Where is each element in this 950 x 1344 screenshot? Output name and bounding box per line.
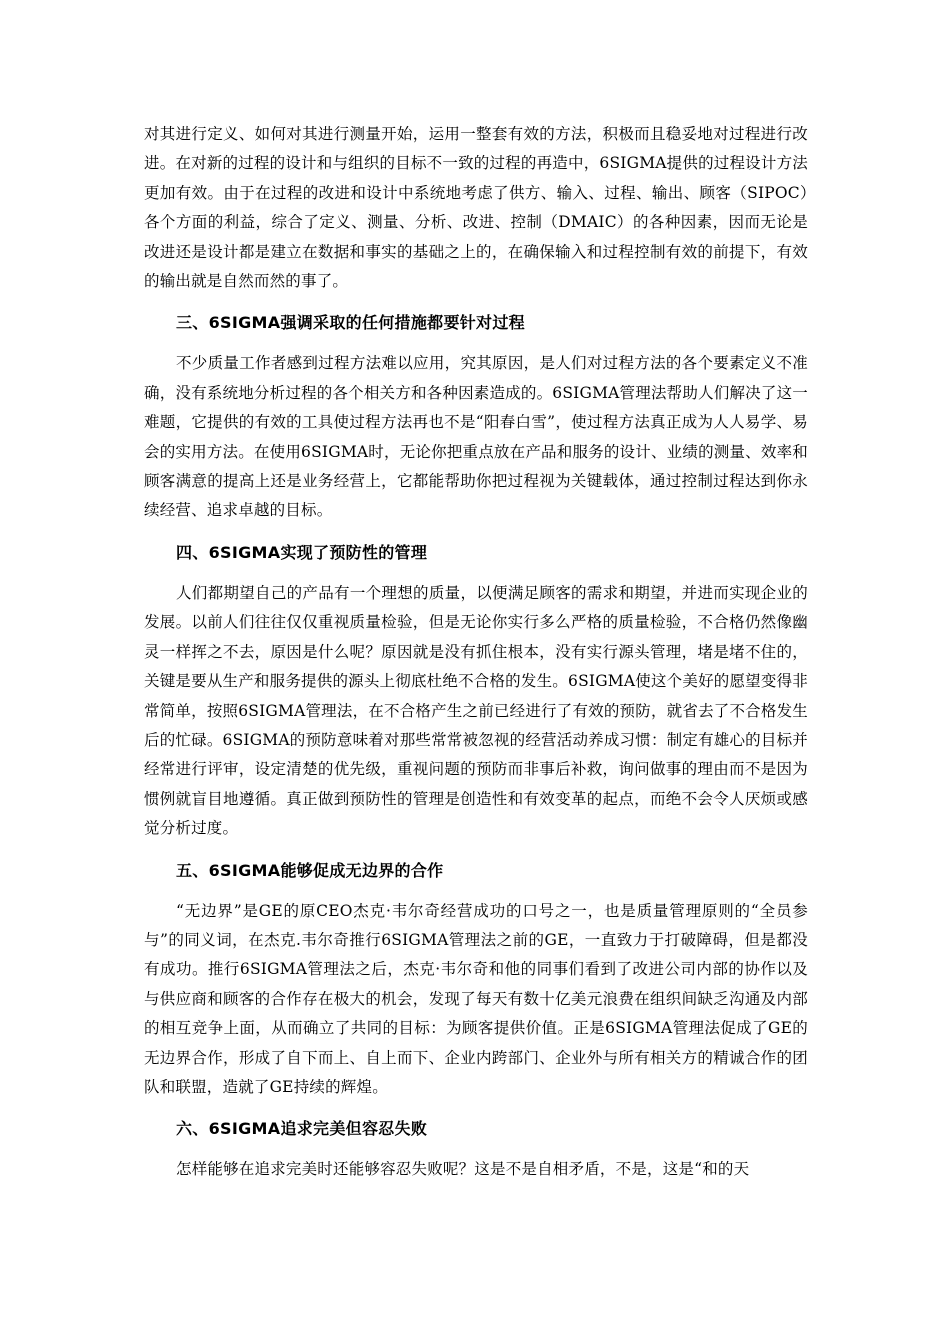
section-heading-3: 三、6SIGMA强调采取的任何措施都要针对过程 <box>176 313 525 333</box>
section-heading-4: 四、6SIGMA实现了预防性的管理 <box>176 542 428 562</box>
paragraph-section-5: “无边界”是GE的原CEO杰克·韦尔奇经营成功的口号之一，也是质量管理原则的“全员参与”的同义词，在杰克.韦尔奇推行6SIGMA管理法之前的GE，一直致力于打破障碍，但是都没有成功。推行6SIGMA管理法之后，杰克·韦尔奇和他的同事们看到了改进公司内部的协作以及与供应商和顾客的合作存在极大的机会，发现了每天有数十亿美元浪费在组织间缺乏沟通及内部的相互竞争上面，从而确立了共同的目标：为顾客提供价值。正是6SIGMA管理法促成了GE的无边界合作，形成了自下而上、自上而下、企业内跨部门、企业外与所有相关方的精诚合作的团队和联盟，造就了GE持续的辉煌。 <box>144 901 808 1096</box>
paragraph-section-6: 怎样能够在追求完美时还能够容忍失败呢？这是不是自相矛盾，不是，这是“和的天 <box>176 1160 750 1179</box>
paragraph-section-3: 不少质量工作者感到过程方法难以应用，究其原因，是人们对过程方法的各个要素定义不准确，没有系统地分析过程的各个相关方和各种因素造成的。6SIGMA管理法帮助人们解决了这一难题，它提供的有效的工具使过程方法再也不是“阳春白雪”，使过程方法真正成为人人易学、易会的实用方法。在使用6SIGMA时，无论你把重点放在产品和服务的设计、业绩的测量、效率和顾客满意的提高上还是业务经营上，它都能帮助你把过程视为关键载体，通过控制过程达到你永续经营、追求卓越的目标。 <box>144 354 808 520</box>
section-heading-6: 六、6SIGMA追求完美但容忍失败 <box>176 1119 428 1139</box>
paragraph-intro-continued: 对其进行定义、如何对其进行测量开始，运用一整套有效的方法，积极而且稳妥地对过程进行改进。在对新的过程的设计和与组织的目标不一致的过程的再造中，6SIGMA提供的过程设计方法更加有效。由于在过程的改进和设计中系统地考虑了供方、输入、过程、输出、顾客（SIPOC）各个方面的利益，综合了定义、测量、分析、改进、控制（DMAIC）的各种因素，因而无论是改进还是设计都是建立在数据和事实的基础之上的，在确保输入和过程控制有效的前提下，有效的输出就是自然而然的事了。 <box>144 125 808 291</box>
document-page <box>144 120 808 1185</box>
paragraph-section-4: 人们都期望自己的产品有一个理想的质量，以便满足顾客的需求和期望，并进而实现企业的发展。以前人们往往仅仅重视质量检验，但是无论你实行多么严格的质量检验，不合格仍然像幽灵一样挥之不去，原因是什么呢？原因就是没有抓住根本，没有实行源头管理，堵是堵不住的，关键是要从生产和服务提供的源头上彻底杜绝不合格的发生。6SIGMA使这个美好的愿望变得非常简单，按照6SIGMA管理法，在不合格产生之前已经进行了有效的预防，就省去了不合格发生后的忙碌。6SIGMA的预防意味着对那些常常被忽视的经营活动养成习惯：制定有雄心的目标并经常进行评审，设定清楚的优先级，重视问题的预防而非事后补救，询问做事的理由而不是因为惯例就盲目地遵循。真正做到预防性的管理是创造性和有效变革的起点，而绝不会令人厌烦或感觉分析过度。 <box>144 583 808 838</box>
section-heading-5: 五、6SIGMA能够促成无边界的合作 <box>176 860 444 880</box>
